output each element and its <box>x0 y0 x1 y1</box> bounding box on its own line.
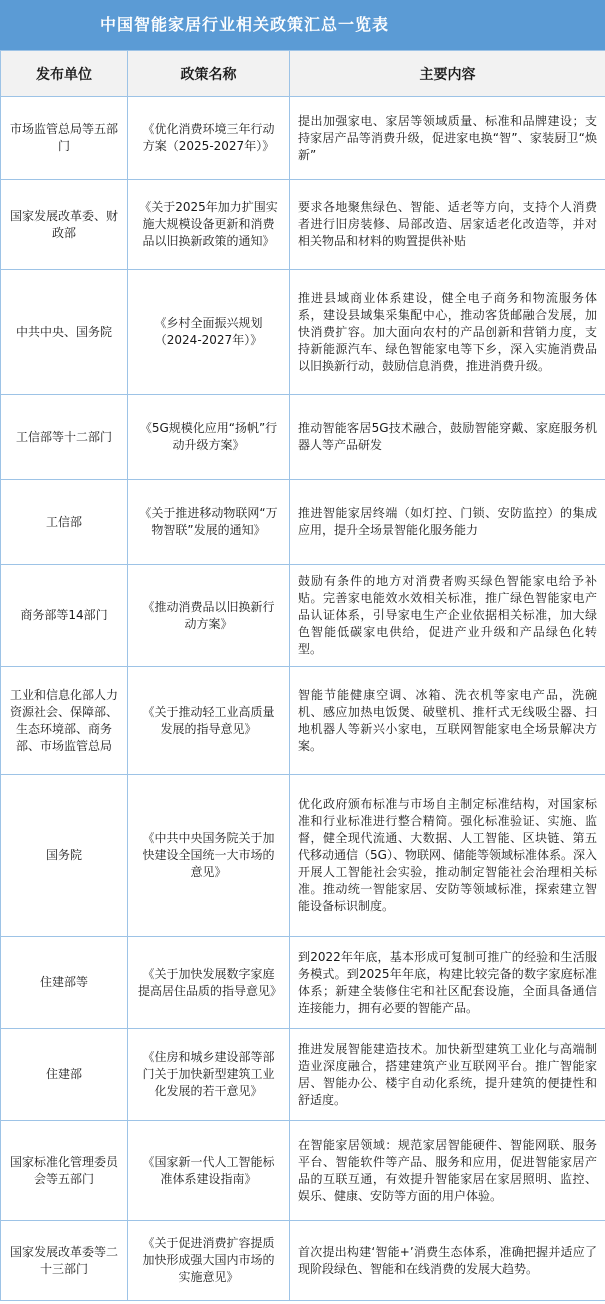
table-row <box>1 270 605 395</box>
header-row <box>1 51 605 97</box>
table-row <box>1 1121 605 1221</box>
row-policy-name: 《关于促进消费扩容提质加快形成强大国内市场的实施意见》 <box>128 1221 290 1301</box>
row-unit: 住建部等 <box>1 937 128 1029</box>
row-unit: 市场监管总局等五部门 <box>1 97 128 180</box>
row-content: 提出加强家电、家居等领域质量、标准和品牌建设；支持家居产品等消费升级，促进家电换“智”、家装厨卫“焕新” <box>290 97 605 180</box>
table-row <box>1 180 605 270</box>
row-unit: 工业和信息化部人力资源社会、保障部、生态环境部、商务部、市场监管总局 <box>1 667 128 775</box>
row-policy-name: 《5G规模化应用“扬帆”行动升级方案》 <box>128 395 290 480</box>
table-row <box>1 667 605 775</box>
table-row <box>1 565 605 667</box>
row-unit: 商务部等14部门 <box>1 565 128 667</box>
row-content: 要求各地聚焦绿色、智能、适老等方向，支持个人消费者进行旧房装修、局部改造、居家适老化改造等，并对相关物品和材料的购置提供补贴 <box>290 180 605 270</box>
table-row <box>1 1221 605 1301</box>
table-row <box>1 97 605 180</box>
table-row <box>1 775 605 937</box>
row-content: 优化政府颁布标准与市场自主制定标准结构，对国家标准和行业标准进行整合精简。强化标准验证、实施、监督，健全现代流通、大数据、人工智能、区块链、第五代移动通信（5G）、物联网、储能等领域标准体系。深入开展人工智能社会实验，推动制定智能社会治理相关标准。推动统一智能家居、安防等领域标准，探索建立智能设备标识制度。 <box>290 775 605 937</box>
row-policy-name: 《推动消费品以旧换新行动方案》 <box>128 565 290 667</box>
row-policy-name: 《关于推动轻工业高质量发展的指导意见》 <box>128 667 290 775</box>
table-row <box>1 480 605 565</box>
row-content: 推进县域商业体系建设，健全电子商务和物流服务体系，建设县域集采集配中心，推动客货邮融合发展，加快消费扩容。加大面向农村的产品创新和营销力度，支持新能源汽车、绿色智能家电等下乡，深入实施消费品以旧换新行动，鼓励信息消费，推进消费升级。 <box>290 270 605 395</box>
policy-table <box>0 50 605 1301</box>
table-row <box>1 1029 605 1121</box>
row-policy-name: 《国家新一代人工智能标准体系建设指南》 <box>128 1121 290 1221</box>
row-content: 推动智能客居5G技术融合，鼓励智能穿戴、家庭服务机器人等产品研发 <box>290 395 605 480</box>
table-row <box>1 395 605 480</box>
row-policy-name: 《关于加快发展数字家庭提高居住品质的指导意见》 <box>128 937 290 1029</box>
row-policy-name: 《关于推进移动物联网“万物智联”发展的通知》 <box>128 480 290 565</box>
row-policy-name: 《乡村全面振兴规划（2024-2027年）》 <box>128 270 290 395</box>
row-unit: 国务院 <box>1 775 128 937</box>
row-content: 推进发展智能建造技术。加快新型建筑工业化与高端制造业深度融合，搭建建筑产业互联网平台。推广智能家居、智能办公、楼宇自动化系统，提升建筑的便捷性和舒适度。 <box>290 1029 605 1121</box>
row-content: 首次提出构建‘智能+’消费生态体系，准确把握并适应了现阶段绿色、智能和在线消费的发展大趋势。 <box>290 1221 605 1301</box>
page-title: 中国智能家居行业相关政策汇总一览表 <box>100 15 390 34</box>
row-unit: 国家标准化管理委员会等五部门 <box>1 1121 128 1221</box>
header-main-content: 主要内容 <box>290 51 605 97</box>
row-unit: 国家发展改革委、财政部 <box>1 180 128 270</box>
row-policy-name: 《关于2025年加力扩围实施大规模设备更新和消费品以旧换新政策的通知》 <box>128 180 290 270</box>
row-policy-name: 《优化消费环境三年行动方案（2025-2027年）》 <box>128 97 290 180</box>
row-unit: 工信部等十二部门 <box>1 395 128 480</box>
header-unit: 发布单位 <box>1 51 128 97</box>
row-unit: 住建部 <box>1 1029 128 1121</box>
row-content: 推进智能家居终端（如灯控、门锁、安防监控）的集成应用，提升全场景智能化服务能力 <box>290 480 605 565</box>
row-content: 智能节能健康空调、冰箱、洗衣机等家电产品，洗碗机、感应加热电饭煲、破壁机、推杆式无线吸尘器、扫地机器人等新兴小家电，互联网智能家电全场景解决方案。 <box>290 667 605 775</box>
row-content: 鼓励有条件的地方对消费者购买绿色智能家电给予补贴。完善家电能效水效相关标准，推广绿色智能家电产品认证体系，引导家电生产企业依据相关标准，加大绿色智能低碳家电供给，促进产业升级和产品绿色化转型。 <box>290 565 605 667</box>
table-row <box>1 937 605 1029</box>
row-unit: 中共中央、国务院 <box>1 270 128 395</box>
row-unit: 工信部 <box>1 480 128 565</box>
row-policy-name: 《住房和城乡建设部等部门关于加快新型建筑工业化发展的若干意见》 <box>128 1029 290 1121</box>
page-title-bar <box>0 0 605 50</box>
row-content: 在智能家居领域：规范家居智能硬件、智能网联、服务平台、智能软件等产品、服务和应用，促进智能家居产品的互联互通，有效提升智能家居在家居照明、监控、娱乐、健康、安防等方面的用户体验。 <box>290 1121 605 1221</box>
row-policy-name: 《中共中央国务院关于加快建设全国统一大市场的意见》 <box>128 775 290 937</box>
row-content: 到2022年年底，基本形成可复制可推广的经验和生活服务模式。到2025年年底，构建比较完备的数字家庭标准体系；新建全装修住宅和社区配套设施，全面具备通信连接能力，拥有必要的智能产品。 <box>290 937 605 1029</box>
row-unit: 国家发展改革委等二十三部门 <box>1 1221 128 1301</box>
header-policy-name: 政策名称 <box>128 51 290 97</box>
